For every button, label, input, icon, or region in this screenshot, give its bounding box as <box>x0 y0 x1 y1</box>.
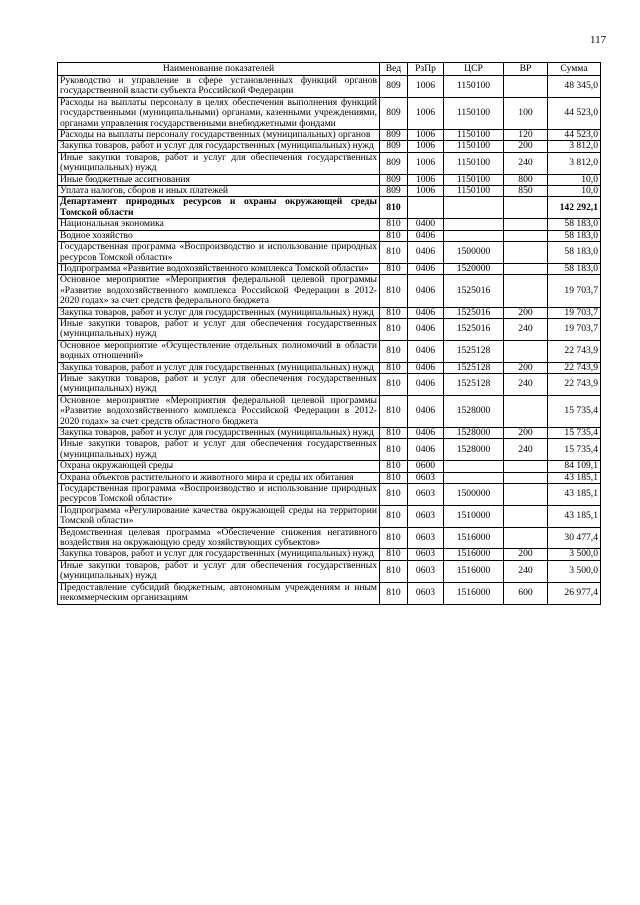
row-ved-cell: 810 <box>380 395 408 427</box>
row-rzpr-cell: 0603 <box>408 560 444 582</box>
row-csr-cell: 1516000 <box>444 582 504 604</box>
row-vr-cell <box>504 263 548 274</box>
table-row <box>58 428 601 439</box>
row-name-cell: Иные закупки товаров, работ и услуг для обеспечения государственных (муниципальных) нужд <box>58 152 380 174</box>
row-vr-cell: 240 <box>504 560 548 582</box>
table-row <box>58 97 601 129</box>
row-name-cell: Закупка товаров, работ и услуг для государственных (муниципальных) нужд <box>58 549 380 560</box>
row-vr-cell: 200 <box>504 141 548 152</box>
row-vr-cell <box>504 395 548 427</box>
row-sum-cell: 26 977,4 <box>548 582 601 604</box>
table-row <box>58 373 601 395</box>
row-sum-cell: 19 703,7 <box>548 318 601 340</box>
table-row <box>58 263 601 274</box>
row-rzpr-cell: 1006 <box>408 141 444 152</box>
row-csr-cell: 1525016 <box>444 318 504 340</box>
row-csr-cell: 1500000 <box>444 242 504 264</box>
row-ved-cell: 809 <box>380 174 408 185</box>
row-ved-cell: 810 <box>380 472 408 483</box>
row-sum-cell: 48 345,0 <box>548 76 601 98</box>
row-sum-cell: 15 735,4 <box>548 439 601 461</box>
row-csr-cell: 1150100 <box>444 186 504 197</box>
row-name-cell: Основное мероприятие «Осуществление отдельных полномочий в области водных отношений» <box>58 340 380 362</box>
row-name-cell: Расходы на выплаты персоналу в целях обеспечения выполнения функций государственными (муниципальными) органами, казенными учреждениями, органами управления государственными внебюджетными фондами <box>58 97 380 129</box>
row-rzpr-cell: 0406 <box>408 428 444 439</box>
table-row <box>58 484 601 506</box>
row-csr-cell <box>444 472 504 483</box>
row-name-cell: Государственная программа «Воспроизводство и использование природных ресурсов Томской области» <box>58 242 380 264</box>
header-ved: Вед <box>380 63 408 76</box>
row-ved-cell: 810 <box>380 275 408 307</box>
row-name-cell: Основное мероприятие «Мероприятия федеральной целевой программы «Развитие водохозяйственного комплекса Российской Федерации в 2012-2020 годах» за счет средств федерального бюджета <box>58 275 380 307</box>
row-rzpr-cell: 0406 <box>408 230 444 241</box>
row-rzpr-cell: 1006 <box>408 97 444 129</box>
row-sum-cell: 44 523,0 <box>548 97 601 129</box>
row-rzpr-cell: 0406 <box>408 318 444 340</box>
row-rzpr-cell: 0600 <box>408 461 444 472</box>
row-vr-cell <box>504 242 548 264</box>
row-vr-cell: 240 <box>504 373 548 395</box>
table-row <box>58 472 601 483</box>
row-sum-cell: 44 523,0 <box>548 130 601 141</box>
row-rzpr-cell <box>408 197 444 219</box>
header-rzpr: РзПр <box>408 63 444 76</box>
row-csr-cell: 1510000 <box>444 505 504 527</box>
row-rzpr-cell: 0406 <box>408 340 444 362</box>
table-row <box>58 318 601 340</box>
row-sum-cell: 3 500,0 <box>548 560 601 582</box>
row-name-cell: Закупка товаров, работ и услуг для государственных (муниципальных) нужд <box>58 307 380 318</box>
table-row <box>58 439 601 461</box>
row-name-cell: Иные бюджетные ассигнования <box>58 174 380 185</box>
row-csr-cell: 1150100 <box>444 152 504 174</box>
table-row <box>58 174 601 185</box>
row-ved-cell: 809 <box>380 152 408 174</box>
table-row <box>58 527 601 549</box>
row-csr-cell: 1150100 <box>444 76 504 98</box>
row-rzpr-cell: 0406 <box>408 263 444 274</box>
row-rzpr-cell: 1006 <box>408 174 444 185</box>
row-vr-cell: 200 <box>504 307 548 318</box>
row-rzpr-cell: 0603 <box>408 582 444 604</box>
table-row <box>58 219 601 230</box>
row-vr-cell <box>504 197 548 219</box>
row-ved-cell: 810 <box>380 362 408 373</box>
table-row <box>58 505 601 527</box>
table-row <box>58 461 601 472</box>
row-rzpr-cell: 0406 <box>408 439 444 461</box>
row-rzpr-cell: 0603 <box>408 527 444 549</box>
row-sum-cell: 15 735,4 <box>548 428 601 439</box>
row-name-cell: Иные закупки товаров, работ и услуг для обеспечения государственных (муниципальных) нужд <box>58 373 380 395</box>
row-name-cell: Подпрограмма «Развитие водохозяйственного комплекса Томской области» <box>58 263 380 274</box>
row-name-cell: Руководство и управление в сфере установленных функций органов государственной власти субъекта Российской Федерации <box>58 76 380 98</box>
table-row <box>58 130 601 141</box>
row-vr-cell: 100 <box>504 97 548 129</box>
row-ved-cell: 810 <box>380 307 408 318</box>
table-row <box>58 76 601 98</box>
budget-table <box>57 62 601 605</box>
row-vr-cell: 240 <box>504 318 548 340</box>
row-name-cell: Водное хозяйство <box>58 230 380 241</box>
row-ved-cell: 809 <box>380 141 408 152</box>
table-row <box>58 340 601 362</box>
table-row <box>58 197 601 219</box>
row-csr-cell: 1520000 <box>444 263 504 274</box>
row-name-cell: Ведомственная целевая программа «Обеспечение снижения негативного воздействия на окружающую среду хозяйствующих субъектов» <box>58 527 380 549</box>
header-csr: ЦСР <box>444 63 504 76</box>
row-rzpr-cell: 0406 <box>408 275 444 307</box>
header-name: Наименование показателей <box>58 63 380 76</box>
row-ved-cell: 810 <box>380 549 408 560</box>
row-ved-cell: 810 <box>380 219 408 230</box>
row-vr-cell: 240 <box>504 152 548 174</box>
row-vr-cell: 240 <box>504 439 548 461</box>
row-name-cell: Иные закупки товаров, работ и услуг для обеспечения государственных (муниципальных) нужд <box>58 560 380 582</box>
row-ved-cell: 810 <box>380 340 408 362</box>
row-sum-cell: 84 109,1 <box>548 461 601 472</box>
row-sum-cell: 58 183,0 <box>548 263 601 274</box>
row-ved-cell: 810 <box>380 318 408 340</box>
row-rzpr-cell: 1006 <box>408 76 444 98</box>
row-vr-cell: 600 <box>504 582 548 604</box>
row-ved-cell: 809 <box>380 130 408 141</box>
table-row <box>58 242 601 264</box>
row-rzpr-cell: 0406 <box>408 307 444 318</box>
row-vr-cell: 200 <box>504 362 548 373</box>
row-name-cell: Закупка товаров, работ и услуг для государственных (муниципальных) нужд <box>58 362 380 373</box>
row-name-cell: Закупка товаров, работ и услуг для государственных (муниципальных) нужд <box>58 141 380 152</box>
row-rzpr-cell: 0603 <box>408 472 444 483</box>
row-name-cell: Уплата налогов, сборов и иных платежей <box>58 186 380 197</box>
table-header-row <box>58 63 601 76</box>
row-ved-cell: 810 <box>380 527 408 549</box>
row-csr-cell: 1150100 <box>444 174 504 185</box>
row-name-cell: Департамент природных ресурсов и охраны окружающей среды Томской области <box>58 197 380 219</box>
table-row <box>58 549 601 560</box>
row-vr-cell <box>504 484 548 506</box>
row-sum-cell: 22 743,9 <box>548 340 601 362</box>
row-rzpr-cell: 0603 <box>408 549 444 560</box>
row-vr-cell: 850 <box>504 186 548 197</box>
row-sum-cell: 43 185,1 <box>548 472 601 483</box>
row-sum-cell: 3 812,0 <box>548 141 601 152</box>
table-row <box>58 230 601 241</box>
row-csr-cell <box>444 219 504 230</box>
row-csr-cell: 1516000 <box>444 527 504 549</box>
row-ved-cell: 810 <box>380 197 408 219</box>
row-sum-cell: 19 703,7 <box>548 275 601 307</box>
row-csr-cell: 1500000 <box>444 484 504 506</box>
row-ved-cell: 810 <box>380 263 408 274</box>
row-name-cell: Иные закупки товаров, работ и услуг для обеспечения государственных (муниципальных) нужд <box>58 318 380 340</box>
row-name-cell: Охрана окружающей среды <box>58 461 380 472</box>
row-vr-cell: 200 <box>504 549 548 560</box>
row-ved-cell: 810 <box>380 230 408 241</box>
row-ved-cell: 809 <box>380 76 408 98</box>
row-ved-cell: 810 <box>380 242 408 264</box>
row-csr-cell: 1516000 <box>444 560 504 582</box>
row-vr-cell <box>504 340 548 362</box>
row-sum-cell: 58 183,0 <box>548 219 601 230</box>
row-name-cell: Охрана объектов растительного и животного мира и среды их обитания <box>58 472 380 483</box>
row-rzpr-cell: 0406 <box>408 395 444 427</box>
row-name-cell: Расходы на выплаты персоналу государственных (муниципальных) органов <box>58 130 380 141</box>
table-row <box>58 560 601 582</box>
row-sum-cell: 30 477,4 <box>548 527 601 549</box>
row-name-cell: Иные закупки товаров, работ и услуг для обеспечения государственных (муниципальных) нужд <box>58 439 380 461</box>
table-row <box>58 307 601 318</box>
row-ved-cell: 810 <box>380 461 408 472</box>
row-sum-cell: 10,0 <box>548 174 601 185</box>
row-vr-cell: 200 <box>504 428 548 439</box>
page-number: 117 <box>590 34 607 46</box>
row-name-cell: Основное мероприятие «Мероприятия федеральной целевой программы «Развитие водохозяйственного комплекса Российской Федерации в 2012-2020 годах» за счет средств областного бюджета <box>58 395 380 427</box>
row-vr-cell <box>504 527 548 549</box>
row-rzpr-cell: 0400 <box>408 219 444 230</box>
table-row <box>58 141 601 152</box>
row-sum-cell: 43 185,1 <box>548 484 601 506</box>
row-csr-cell: 1525128 <box>444 373 504 395</box>
row-csr-cell: 1516000 <box>444 549 504 560</box>
row-csr-cell: 1525016 <box>444 275 504 307</box>
table-row <box>58 152 601 174</box>
row-sum-cell: 22 743,9 <box>548 373 601 395</box>
row-csr-cell <box>444 197 504 219</box>
row-vr-cell <box>504 505 548 527</box>
table-row <box>58 186 601 197</box>
row-csr-cell: 1525128 <box>444 340 504 362</box>
row-rzpr-cell: 1006 <box>408 186 444 197</box>
row-sum-cell: 58 183,0 <box>548 242 601 264</box>
row-csr-cell: 1528000 <box>444 395 504 427</box>
row-name-cell: Подпрограмма «Регулирование качества окружающей среды на территории Томской области» <box>58 505 380 527</box>
row-rzpr-cell: 0603 <box>408 505 444 527</box>
row-sum-cell: 3 500,0 <box>548 549 601 560</box>
row-csr-cell: 1150100 <box>444 141 504 152</box>
row-csr-cell: 1528000 <box>444 428 504 439</box>
row-sum-cell: 22 743,9 <box>548 362 601 373</box>
table-body <box>58 76 601 605</box>
row-csr-cell: 1528000 <box>444 439 504 461</box>
row-ved-cell: 810 <box>380 439 408 461</box>
header-vr: ВР <box>504 63 548 76</box>
row-sum-cell: 19 703,7 <box>548 307 601 318</box>
row-sum-cell: 142 292,1 <box>548 197 601 219</box>
row-ved-cell: 810 <box>380 560 408 582</box>
row-vr-cell <box>504 472 548 483</box>
row-csr-cell: 1525128 <box>444 362 504 373</box>
row-ved-cell: 810 <box>380 428 408 439</box>
row-ved-cell: 809 <box>380 97 408 129</box>
row-vr-cell <box>504 230 548 241</box>
row-ved-cell: 809 <box>380 186 408 197</box>
row-sum-cell: 15 735,4 <box>548 395 601 427</box>
row-csr-cell <box>444 230 504 241</box>
row-rzpr-cell: 1006 <box>408 152 444 174</box>
row-sum-cell: 58 183,0 <box>548 230 601 241</box>
row-name-cell: Предоставление субсидий бюджетным, автономным учреждениям и иным некоммерческим организациям <box>58 582 380 604</box>
table-row <box>58 275 601 307</box>
row-name-cell: Закупка товаров, работ и услуг для государственных (муниципальных) нужд <box>58 428 380 439</box>
row-name-cell: Государственная программа «Воспроизводство и использование природных ресурсов Томской области» <box>58 484 380 506</box>
row-name-cell: Национальная экономика <box>58 219 380 230</box>
header-sum: Сумма <box>548 63 601 76</box>
row-vr-cell <box>504 219 548 230</box>
row-vr-cell: 800 <box>504 174 548 185</box>
row-ved-cell: 810 <box>380 373 408 395</box>
row-sum-cell: 43 185,1 <box>548 505 601 527</box>
row-rzpr-cell: 0406 <box>408 373 444 395</box>
table-row <box>58 395 601 427</box>
row-ved-cell: 810 <box>380 484 408 506</box>
table-row <box>58 362 601 373</box>
row-vr-cell <box>504 461 548 472</box>
table-row <box>58 582 601 604</box>
row-rzpr-cell: 0406 <box>408 242 444 264</box>
row-ved-cell: 810 <box>380 505 408 527</box>
row-sum-cell: 3 812,0 <box>548 152 601 174</box>
row-rzpr-cell: 0406 <box>408 362 444 373</box>
row-csr-cell: 1150100 <box>444 130 504 141</box>
row-rzpr-cell: 1006 <box>408 130 444 141</box>
row-csr-cell <box>444 461 504 472</box>
row-ved-cell: 810 <box>380 582 408 604</box>
row-vr-cell: 120 <box>504 130 548 141</box>
row-csr-cell: 1150100 <box>444 97 504 129</box>
row-vr-cell <box>504 76 548 98</box>
row-rzpr-cell: 0603 <box>408 484 444 506</box>
row-csr-cell: 1525016 <box>444 307 504 318</box>
row-sum-cell: 10,0 <box>548 186 601 197</box>
row-vr-cell <box>504 275 548 307</box>
